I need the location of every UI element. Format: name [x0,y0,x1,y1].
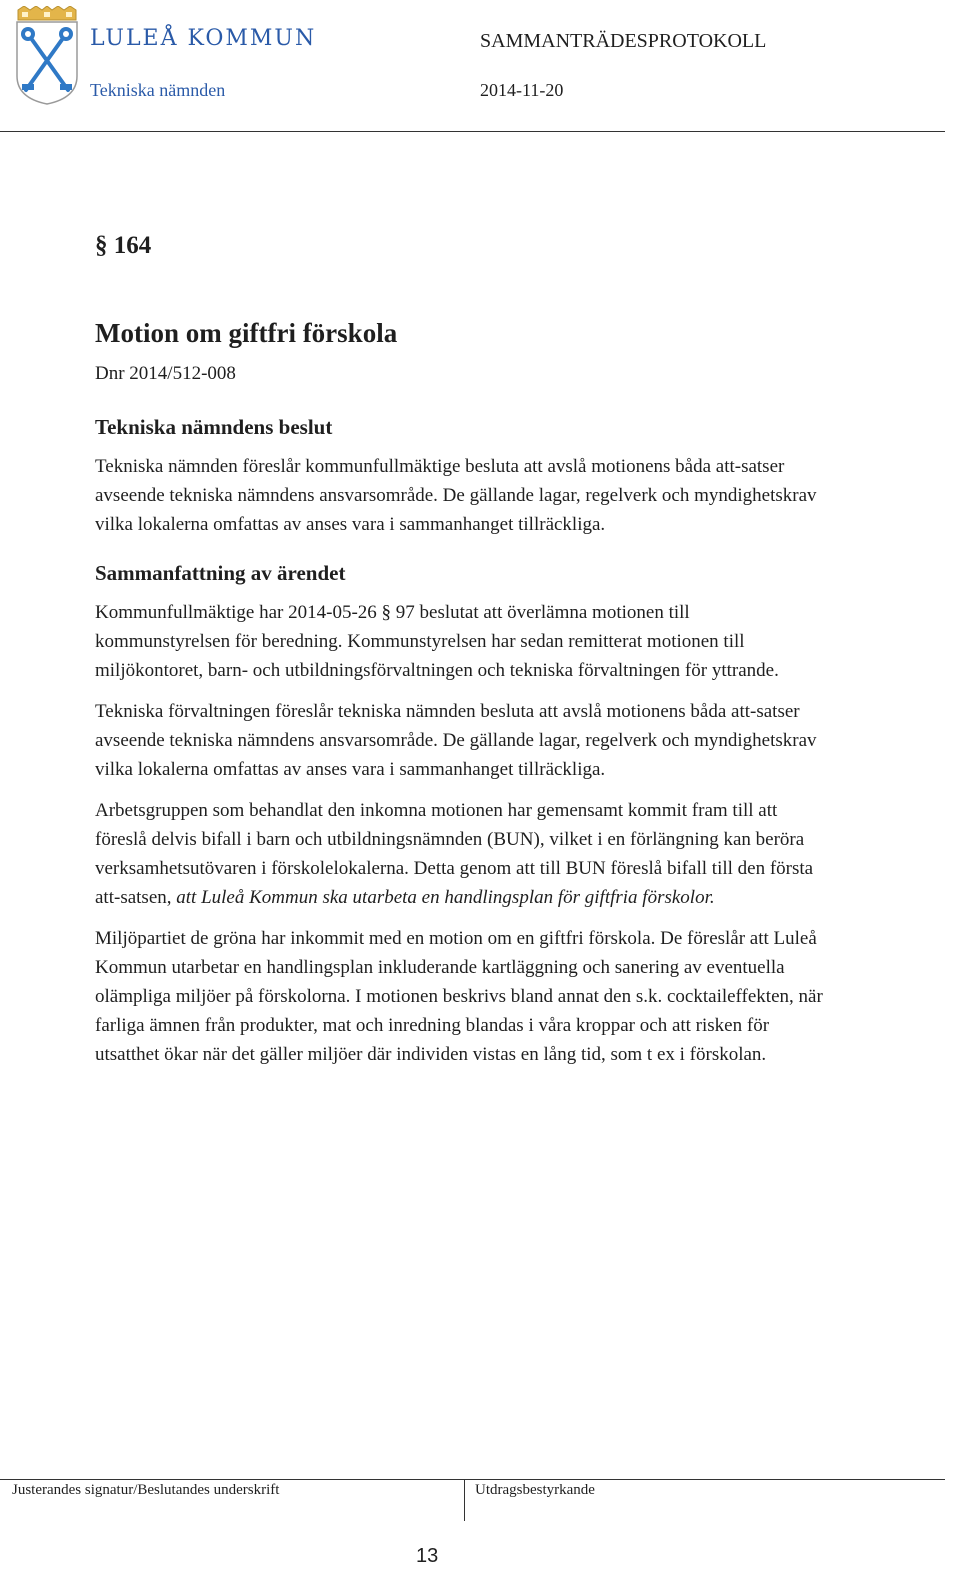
document-type: SAMMANTRÄDESPROTOKOLL [480,30,767,52]
coat-of-arms-icon [12,6,82,106]
organization-name: LULEÅ KOMMUN [90,26,317,51]
coat-of-arms-logo [12,6,82,106]
case-reference-number: Dnr 2014/512-008 [95,363,236,384]
summary-paragraph-4: Miljöpartiet de gröna har inkommit med en motion om en giftfri förskola. De föreslår att Luleå Kommun utarbetar en handlingsplan inkluderande kartläggning och sanering av eventuella olämpliga miljöer på förskolorna. I motionen beskrivs bland annat den s.k. cocktaileffekten, när farliga ämnen från produkter, mat och inredning blandas i våra kroppar och att risken för utsatthet ökar när det gäller miljöer där individen vistas en lång tid, som t ex i förskolan. [95,928,823,1065]
summary-paragraph-3 [95,796,825,912]
summary-heading: Sammanfattning av ärendet [95,561,346,585]
signature-label: Justerandes signatur/Beslutandes underskrift [12,1482,280,1498]
decision-text: Tekniska nämnden föreslår kommunfullmäktige besluta att avslå motionens båda att-satser avseende tekniska nämndens ansvarsområde. De gällande lagar, regelverk och myndighetskrav vilka lokalerna omfattas av anses vara i sammanhanget tillräckliga. [95,456,817,535]
footer-column-divider [464,1479,465,1521]
header-divider [0,131,945,132]
case-title: Motion om giftfri förskola [95,318,398,348]
decision-heading: Tekniska nämndens beslut [95,415,333,439]
extract-certification-label: Utdragsbestyrkande [475,1482,595,1498]
paragraph-number: § 164 [95,232,152,259]
summary-paragraph-3-text: Arbetsgruppen som behandlat den inkomna motionen har gemensamt kommit fram till att föreslå delvis bifall i barn och utbildningsnämnden (BUN), vilket i en förlängning kan beröra verksamhetsutövaren i förskolelokalerna. Detta genom att till BUN föreslå bifall till den första att-satsen, [95,800,814,908]
department-name: Tekniska nämnden [90,80,226,100]
document-body [95,232,825,1081]
document-date: 2014-11-20 [480,80,564,100]
page-number: 13 [416,1545,439,1567]
footer-divider [0,1479,945,1480]
summary-paragraph-2: Tekniska förvaltningen föreslår tekniska nämnden besluta att avslå motionens båda att-satser avseende tekniska nämndens ansvarsområde. De gällande lagar, regelverk och myndighetskrav vilka lokalerna omfattas av anses vara i sammanhanget tillräckliga. [95,701,817,780]
summary-paragraph-1: Kommunfullmäktige har 2014-05-26 § 97 beslutat att överlämna motionen till kommunstyrelsen för beredning. Kommunstyrelsen har sedan remitterat motionen till miljökontoret, barn- och utbildningsförvaltningen och tekniska förvaltningen för yttrande. [95,602,779,681]
summary-paragraph-3-quote: att Luleå Kommun ska utarbeta en handlingsplan för giftfria förskolor. [176,887,715,908]
